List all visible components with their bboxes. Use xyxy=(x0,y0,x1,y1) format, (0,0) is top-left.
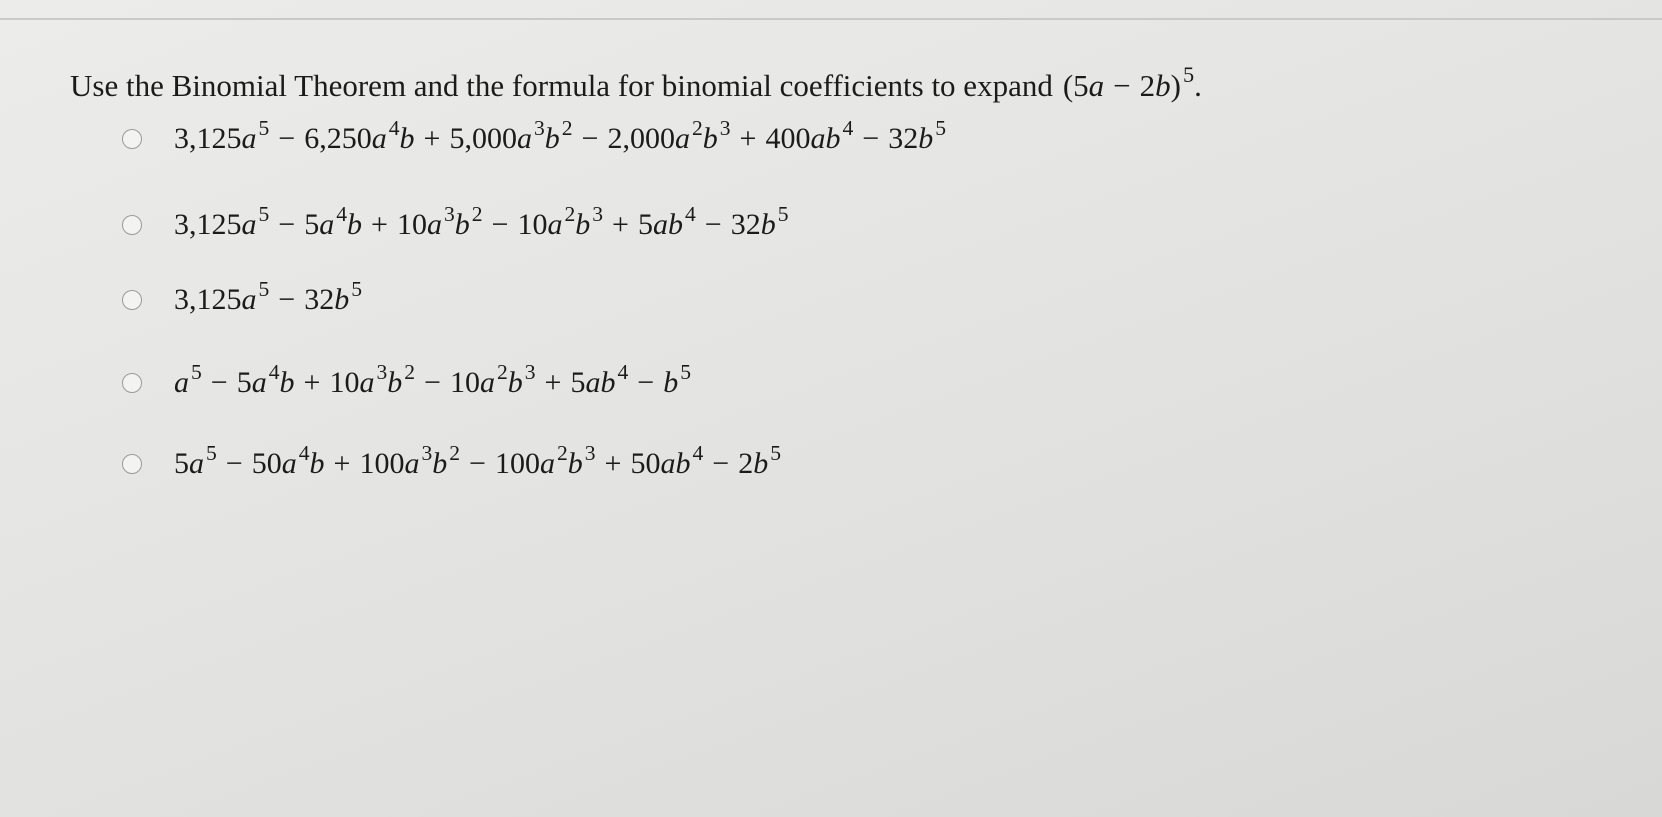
operator: − xyxy=(637,366,655,399)
variable: b xyxy=(667,208,683,241)
exponent: 4 xyxy=(842,115,854,140)
operator: − xyxy=(225,447,243,480)
exponent: 5 xyxy=(351,276,363,301)
variable: a xyxy=(319,208,335,241)
radio-button[interactable] xyxy=(122,454,142,474)
expr-exponent: 5 xyxy=(1182,62,1195,88)
top-divider xyxy=(0,18,1662,20)
exponent: 4 xyxy=(336,201,348,226)
coefficient: 5 xyxy=(174,447,189,480)
coefficient: 10 xyxy=(396,208,427,241)
variable: a xyxy=(241,283,257,316)
option-expression xyxy=(174,359,691,399)
variable: b xyxy=(675,447,691,480)
variable: b xyxy=(760,208,776,241)
coefficient: 50 xyxy=(630,447,661,480)
coefficient: 100 xyxy=(359,447,405,480)
exponent: 5 xyxy=(258,115,270,140)
variable: b xyxy=(309,447,325,480)
variable: a xyxy=(189,447,204,480)
variable: a xyxy=(281,447,297,480)
expr-b: b xyxy=(1155,68,1171,103)
coefficient: 5 xyxy=(570,366,586,399)
coefficient: 3,125 xyxy=(174,283,242,316)
expr-close: ) xyxy=(1170,68,1181,103)
operator: + xyxy=(612,208,629,241)
operator: − xyxy=(581,122,599,155)
exponent: 4 xyxy=(617,359,629,384)
exponent: 3 xyxy=(443,201,455,226)
operator: − xyxy=(278,122,296,155)
coefficient: 3,125 xyxy=(174,208,242,241)
coefficient: 5,000 xyxy=(449,122,517,155)
option-expression xyxy=(174,201,789,241)
variable: a xyxy=(539,447,555,480)
question-text xyxy=(70,62,1202,103)
variable: b xyxy=(753,447,769,480)
exponent: 5 xyxy=(191,359,202,384)
exponent: 4 xyxy=(268,359,280,384)
variable: b xyxy=(544,122,560,155)
expr-minus: − xyxy=(1113,68,1131,103)
variable: b xyxy=(575,208,591,241)
coefficient: 2,000 xyxy=(607,122,675,155)
answer-option-2[interactable] xyxy=(122,201,789,241)
answer-option-4[interactable] xyxy=(122,359,691,399)
exponent: 2 xyxy=(404,359,416,384)
variable: b xyxy=(918,122,934,155)
variable: a xyxy=(426,208,442,241)
operator: − xyxy=(704,208,722,241)
variable: a xyxy=(479,366,495,399)
variable: b xyxy=(507,366,523,399)
exponent: 2 xyxy=(471,201,483,226)
variable: b xyxy=(454,208,470,241)
variable: a xyxy=(652,208,668,241)
coefficient: 2 xyxy=(738,447,754,480)
operator: − xyxy=(278,283,296,316)
variable: a xyxy=(241,208,257,241)
operator: − xyxy=(278,208,296,241)
exponent: 3 xyxy=(719,115,731,140)
coefficient: 10 xyxy=(449,366,480,399)
variable: b xyxy=(399,122,415,155)
coefficient: 5 xyxy=(236,366,252,399)
exponent: 5 xyxy=(680,359,691,384)
exponent: 4 xyxy=(388,115,400,140)
variable: b xyxy=(567,447,583,480)
coefficient: 10 xyxy=(517,208,548,241)
exponent: 2 xyxy=(561,115,573,140)
variable: b xyxy=(432,447,448,480)
coefficient: 32 xyxy=(730,208,761,241)
radio-button[interactable] xyxy=(122,290,142,310)
answer-option-5[interactable] xyxy=(122,440,781,480)
variable: b xyxy=(279,366,295,399)
variable: a xyxy=(174,366,189,399)
exponent: 3 xyxy=(376,359,388,384)
coefficient: 32 xyxy=(888,122,919,155)
exponent: 5 xyxy=(770,440,781,465)
expr-a: a xyxy=(1088,68,1105,103)
variable: a xyxy=(359,366,375,399)
coefficient: 10 xyxy=(329,366,360,399)
variable: a xyxy=(547,208,563,241)
exponent: 2 xyxy=(564,201,576,226)
operator: + xyxy=(604,447,622,480)
exponent: 3 xyxy=(421,440,433,465)
operator: − xyxy=(491,208,509,241)
question-prompt: Use the Binomial Theorem and the formula for binomial coefficients to expand xyxy=(70,68,1053,103)
exponent: 2 xyxy=(496,359,508,384)
answer-option-3[interactable] xyxy=(122,276,363,316)
exponent: 3 xyxy=(584,440,596,465)
expr-two: 2 xyxy=(1139,68,1156,103)
radio-button[interactable] xyxy=(122,215,142,235)
option-expression xyxy=(174,440,781,480)
option-expression xyxy=(174,115,946,155)
exponent: 4 xyxy=(692,440,704,465)
variable: a xyxy=(810,122,826,155)
exponent: 3 xyxy=(592,201,604,226)
coefficient: 6,250 xyxy=(304,122,372,155)
variable: a xyxy=(516,122,532,155)
variable: b xyxy=(387,366,403,399)
expr-open: (5 xyxy=(1062,68,1089,103)
answer-option-1[interactable] xyxy=(122,115,946,155)
variable: b xyxy=(347,208,363,241)
coefficient: 3,125 xyxy=(174,122,242,155)
variable: a xyxy=(585,366,601,399)
variable: a xyxy=(241,122,257,155)
coefficient: 5 xyxy=(637,208,653,241)
operator: + xyxy=(544,366,562,399)
exponent: 2 xyxy=(691,115,703,140)
coefficient: 400 xyxy=(765,122,811,155)
question-expression xyxy=(1062,62,1202,103)
operator: + xyxy=(739,122,757,155)
variable: a xyxy=(404,447,420,480)
exponent: 3 xyxy=(533,115,545,140)
exponent: 5 xyxy=(935,115,946,140)
exponent: 3 xyxy=(524,359,536,384)
radio-button[interactable] xyxy=(122,129,142,149)
coefficient: 32 xyxy=(304,283,335,316)
exponent: 2 xyxy=(449,440,461,465)
expr-period: . xyxy=(1194,68,1202,103)
variable: b xyxy=(702,122,718,155)
variable: b xyxy=(825,122,841,155)
exponent: 2 xyxy=(556,440,568,465)
variable: b xyxy=(663,366,679,399)
operator: + xyxy=(371,208,388,241)
operator: + xyxy=(303,366,321,399)
coefficient: 5 xyxy=(304,208,320,241)
operator: − xyxy=(424,366,441,399)
variable: b xyxy=(600,366,616,399)
operator: + xyxy=(333,447,351,480)
coefficient: 100 xyxy=(494,447,540,480)
coefficient: 50 xyxy=(251,447,282,480)
exponent: 5 xyxy=(206,440,217,465)
exponent: 5 xyxy=(258,276,270,301)
option-expression xyxy=(174,276,363,316)
operator: + xyxy=(423,122,441,155)
operator: − xyxy=(712,447,730,480)
exponent: 5 xyxy=(258,201,270,226)
variable: a xyxy=(660,447,676,480)
operator: − xyxy=(210,366,228,399)
exponent: 5 xyxy=(777,201,789,226)
radio-button[interactable] xyxy=(122,373,142,393)
variable: a xyxy=(251,366,267,399)
exponent: 4 xyxy=(298,440,310,465)
exponent: 4 xyxy=(684,201,696,226)
operator: − xyxy=(469,447,486,480)
operator: − xyxy=(862,122,880,155)
variable: a xyxy=(371,122,387,155)
variable: b xyxy=(334,283,350,316)
variable: a xyxy=(674,122,690,155)
